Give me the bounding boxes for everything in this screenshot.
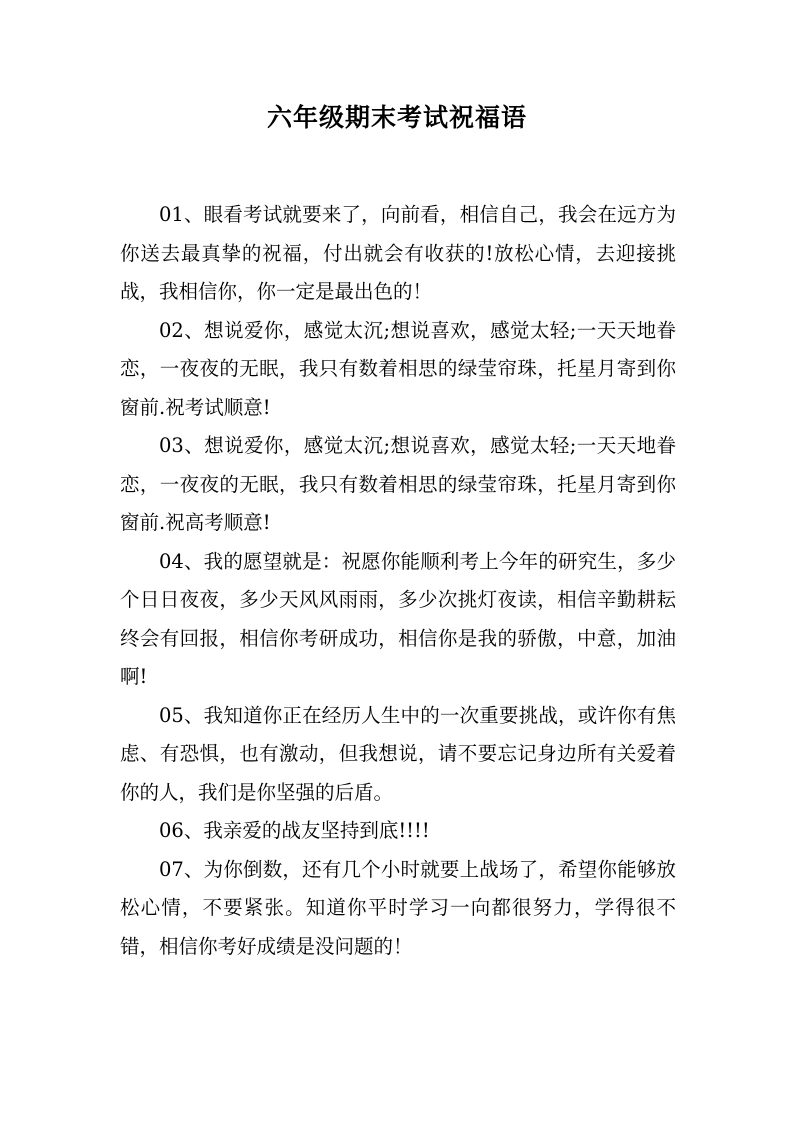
paragraph-05: 05、我知道你正在经历人生中的一次重要挑战，或许你有焦虑、有恐惧，也有激动，但我想说，请不要忘记身边所有关爱着你的人，我们是你坚强的后盾。 [120,703,676,804]
paragraph-07: 07、为你倒数，还有几个小时就要上战场了，希望你能够放松心情，不要紧张。知道你平时学习一向都很努力，学得很不错，相信你考好成绩是没问题的！ [120,857,676,958]
document-body [120,196,676,966]
page-title: 六年级期末考试祝福语 [266,103,527,132]
paragraph-04: 04、我的愿望就是：祝愿你能顺利考上今年的研究生，多少个日日夜夜，多少天风风雨雨，多少次挑灯夜读，相信辛勤耕耘终会有回报，相信你考研成功，相信你是我的骄傲，中意，加油啊! [120,549,676,688]
paragraph-01: 01、眼看考试就要来了，向前看，相信自己，我会在远方为你送去最真挚的祝福，付出就会有收获的!放松心情，去迎接挑战，我相信你，你一定是最出色的！ [120,203,676,303]
paragraph-03: 03、想说爱你，感觉太沉;想说喜欢，感觉太轻;一天天地眷恋，一夜夜的无眠，我只有数着相思的绿莹帘珠，托星月寄到你窗前.祝高考顺意! [120,434,676,534]
paragraph-02: 02、想说爱你，感觉太沉;想说喜欢，感觉太轻;一天天地眷恋，一夜夜的无眠，我只有数着相思的绿莹帘珠，托星月寄到你窗前.祝考试顺意! [120,318,676,419]
paragraph-06: 06、我亲爱的战友坚持到底!!!! [159,819,430,842]
